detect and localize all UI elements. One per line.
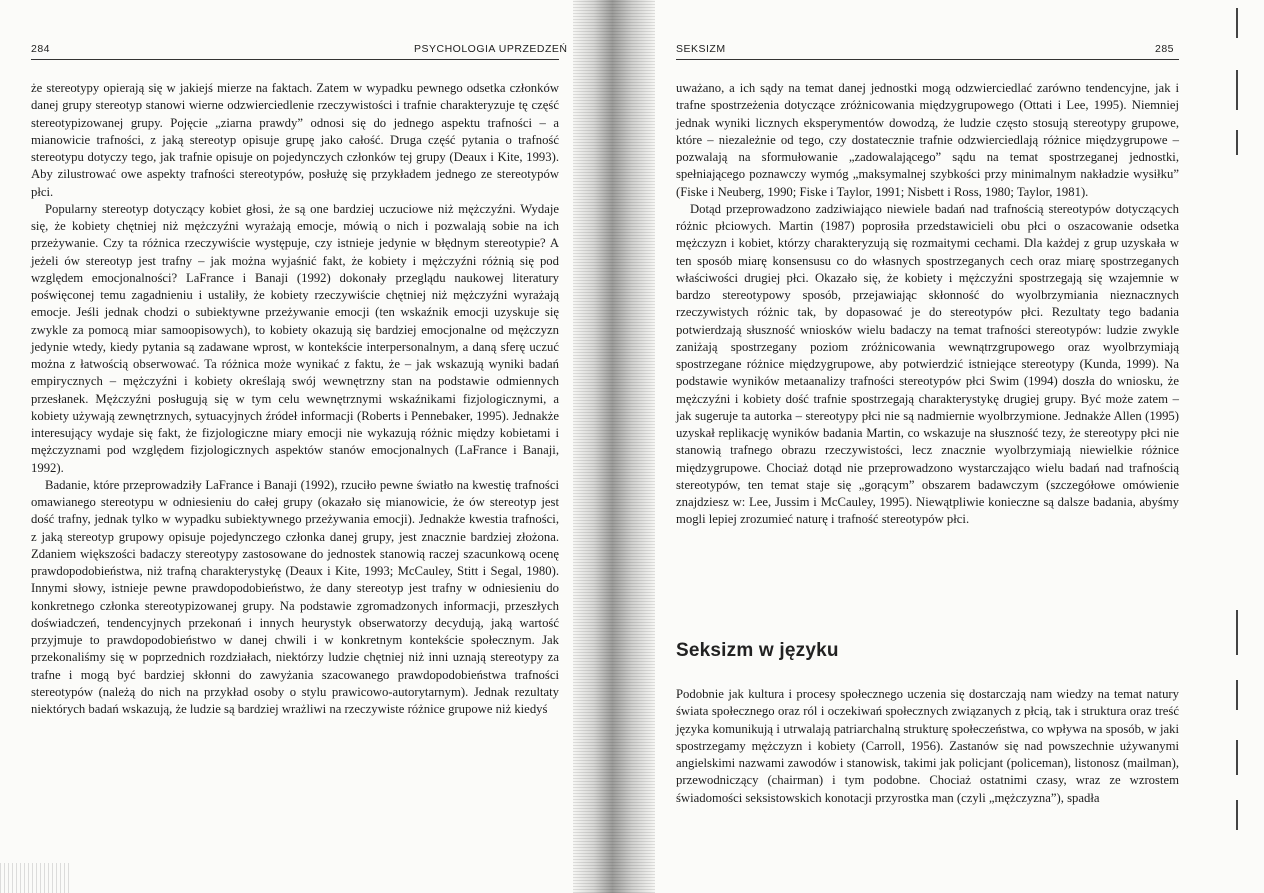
running-head-left: PSYCHOLOGIA UPRZEDZEŃ (414, 43, 568, 55)
scan-artifact (0, 863, 70, 893)
left-paragraph-1: że stereotypy opierają się w jakiejś mierze na faktach. Zatem w wypadku pewnego odsetka członków danej grupy stereotyp stanowi wierne odzwierciedlenie rzeczywistości i trafnie charakteryzuje tę część stereotypizowanej grupy. Pojęcie „ziarna prawdy” odnosi się do jednego aspektu trafności – a mianowicie trafności, z jaką stereotyp opisuje grupę jako całość. Druga część pytania o trafność stereotypu dotyczy tego, jak trafnie opisuje on pojedynczych członków tej grupy (Deaux i Kite, 1993). Aby zilustrować owe aspekty trafności stereotypów, posłużę się przykładem jednego ze stereotypów płci. (31, 81, 559, 199)
right-paragraph-1: uważano, a ich sądy na temat danej jednostki mogą odzwierciedlać zarówno tendencyjne, jak i trafne spostrzeżenia dotyczące zróżnicowania międzygrupowego (Ottati i Lee, 1995). Niemniej jednak wyniki licznych eksperymentów dowodzą, że ludzie często stosują stereotypy grupowe, które – niezależnie od tego, czy dostatecznie trafnie odzwierciedlają różnice międzygrupowe – pozwalają na sformułowanie „zadowalającego” sądu na temat spostrzeganej jednostki, spełniającego poznawczy wymóg „maksymalnej szybkości przy minimalnym nakładzie wysiłku” (Fiske i Neuberg, 1990; Fiske i Taylor, 1991; Nisbett i Ross, 1980; Taylor, 1981). (676, 81, 1179, 199)
book-gutter (573, 0, 655, 893)
left-paragraph-2: Popularny stereotyp dotyczący kobiet głosi, że są one bardziej uczuciowe niż mężczyźni. Wydaje się, że kobiety chętniej niż mężczyźni wyrażają emocje, mówią o nich i pozwalają sobie na ich przeżywanie. Czy ta różnica rzeczywiście występuje, czy istnieje jedynie w błędnym stereotypie? A jeżeli ów stereotyp jest trafny – jak można wyjaśnić fakt, że kobiety i mężczyźni różnią się pod względem emocjonalności? LaFrance i Banaji (1992) dokonały przeglądu naukowej literatury poświęconej temu zagadnieniu i ustaliły, że kobiety rzeczywiście chętniej niż mężczyźni wyrażają emocje. Jeśli jednak chodzi o subiektywne przeżywanie emocji (ten wskaźnik emocji uzyskuje się zwykle za pomocą miar samoopisowych), to kobiety okazują się bardziej emocjonalne od mężczyzn jedynie wtedy, kiedy pytania są zadawane wprost, w kontekście interpersonalnym, a daną sferę uczuć można z łatwością obserwować. Ta różnica może wynikać z faktu, że – jak wskazują wyniki badań empirycznych – mężczyźni i kobiety określają swój wewnętrzny stan na podstawie odmiennych przesłanek. Mężczyźni posługują się w tym celu wewnętrznymi wskaźnikami fizjologicznymi, a kobiety używają zewnętrznych, sytuacyjnych źródeł informacji (Roberts i Pennebaker, 1995). Jednakże interesujący wydaje się fakt, że fizjologiczne miary emocji nie wykazują różnic między kobietami i mężczyznami pod względem fizjologicznych aspektów stanów emocjonalnych (LaFrance i Banaji, 1992). (31, 201, 559, 475)
edge-mark (1236, 70, 1238, 110)
left-paragraph-3: Badanie, które przeprowadziły LaFrance i Banaji (1992), rzuciło pewne światło na kwestię trafności omawianego stereotypu w odniesieniu do całej grupy (okazało się mianowicie, że ów stereotyp jest dość trafny, jednak tylko w wypadku subiektywnego przeżywania emocji). Jednakże kwestia trafności, z jaką stereotyp grupowy opisuje pojedynczego członka danej grupy, jest znacznie bardziej złożona. Zdaniem większości badaczy stereotypy zastosowane do jednostek stanowią raczej szacunkową ocenę prawdopodobieństwa, niż trafną charakterystykę (Deaux i Kite, 1993; McCauley, Stitt i Segal, 1980). Innymi słowy, istnieje pewne prawdopodobieństwo, że dany stereotyp jest trafny w odniesieniu do konkretnego członka stereotypizowanej grupy. Na podstawie zgromadzonych informacji, przeszłych doświadczeń, tendencyjnych przekonań i innych heurystyk obserwatorzy decydują, jaką wartość przyjmuje to prawdopodobieństwo w danej chwili i w konkretnym kontekście społecznym. Jak przekonaliśmy się w poprzednich rozdziałach, niektórzy ludzie chętniej niż inni uznają stereotypy za trafne i mogą być bardziej skłonni do zawyżania szacowanego prawdopodobieństwa trafności stereotypów (należą do nich na przykład osoby o stylu prawicowo-autorytarnym). Jednak rezultaty niektórych badań wskazują, że ludzie są bardziej wrażliwi na rzeczywiste różnice grupowe niż kiedyś (31, 477, 559, 716)
header-rule-right (676, 59, 1179, 60)
running-head-right: SEKSIZM (676, 43, 726, 55)
section-text-column (676, 686, 1179, 807)
page-number-left: 284 (31, 43, 51, 55)
edge-mark (1236, 680, 1238, 710)
section-paragraph: Podobnie jak kultura i procesy społecznego uczenia się dostarczają nam wiedzy na temat natury świata społecznego oraz ról i oczekiwań społecznych związanych z płcią, tak i struktura oraz treść języka komunikują i utrwalają patriarchalną strukturę społeczeństwa, co wpływa na sposób, w jaki spostrzegamy mężczyzn i kobiety (Carroll, 1956). Zastanów się nad powszechnie używanymi angielskimi nazwami zawodów i stanowisk, takimi jak policjant (policeman), listonosz (mailman), przewodniczący (chairman) i tym podobne. Chociaż ostatnimi czasy, wraz ze wzrostem świadomości seksistowskich konotacji przyrostka man (czyli „mężczyzna”), spadła (676, 687, 1179, 805)
edge-mark (1236, 130, 1238, 155)
right-text-column (676, 80, 1179, 529)
edge-mark (1236, 8, 1238, 38)
header-rule-left (31, 59, 559, 60)
right-page (650, 0, 1264, 893)
edge-mark (1236, 800, 1238, 830)
right-paragraph-2: Dotąd przeprowadzono zadziwiająco niewiele badań nad trafnością stereotypów dotyczących różnic płciowych. Martin (1987) poprosiła przedstawicieli obu płci o oszacowanie odsetka mężczyzn i kobiet, którzy charakteryzują się rozmaitymi cechami. Dla każdej z grup uzyskała w ten sposób miarę konsensusu co do własnych spostrzeganych cech oraz miarę spostrzeganych właściwości drugiej płci. Okazało się, że kobiety i mężczyźni spostrzegają się wzajemnie w bardzo stereotypowy sposób, przejawiając skłonność do wyolbrzymiania nieznacznych rzeczywistych różnic tak, by dopasować je do stereotypów płci. Rezultaty tego badania potwierdzają słuszność wniosków wielu badaczy na temat trafności stereotypów: ludzie zwykle zaniżają spostrzegany poziom zróżnicowania wewnątrzgrupowego oraz wyolbrzymiają spostrzegane różnice międzygrupowe, aby potwierdzić istniejące stereotypy (Kunda, 1999). Na podstawie wyników metaanalizy trafności stereotypów płci Swim (1994) doszła do wniosku, że mężczyźni i kobiety dość trafnie spostrzegają charakterystykę drugiej grupy. Być może zatem – jak sugeruje ta autorka – stereotypy płci nie są nadmiernie wyolbrzymione. Jednakże Allen (1995) uzyskał replikację wyników badania Martin, co wskazuje na słuszność tezy, że stereotypy płci nie stanowią trafnego obrazu rzeczywistości, lecz znacznie wyolbrzymiają niewielkie różnice międzygrupowe. Chociaż dotąd nie przeprowadzono wystarczająco wielu badań nad trafnością stereotypów, ten temat staje się „gorącym” obszarem badawczym (szczegółowe omówienie znajdziesz w: Lee, Jussim i McCauley, 1995). Niewątpliwie konieczne są dalsze badania, abyśmy mogli lepiej zrozumieć naturę i trafność stereotypów płci. (676, 201, 1179, 527)
edge-mark (1236, 610, 1238, 655)
page-number-right: 285 (1155, 43, 1175, 55)
section-heading: Seksizm w języku (676, 640, 839, 661)
edge-mark (1236, 740, 1238, 775)
left-text-column (31, 80, 559, 718)
left-page (0, 0, 590, 893)
